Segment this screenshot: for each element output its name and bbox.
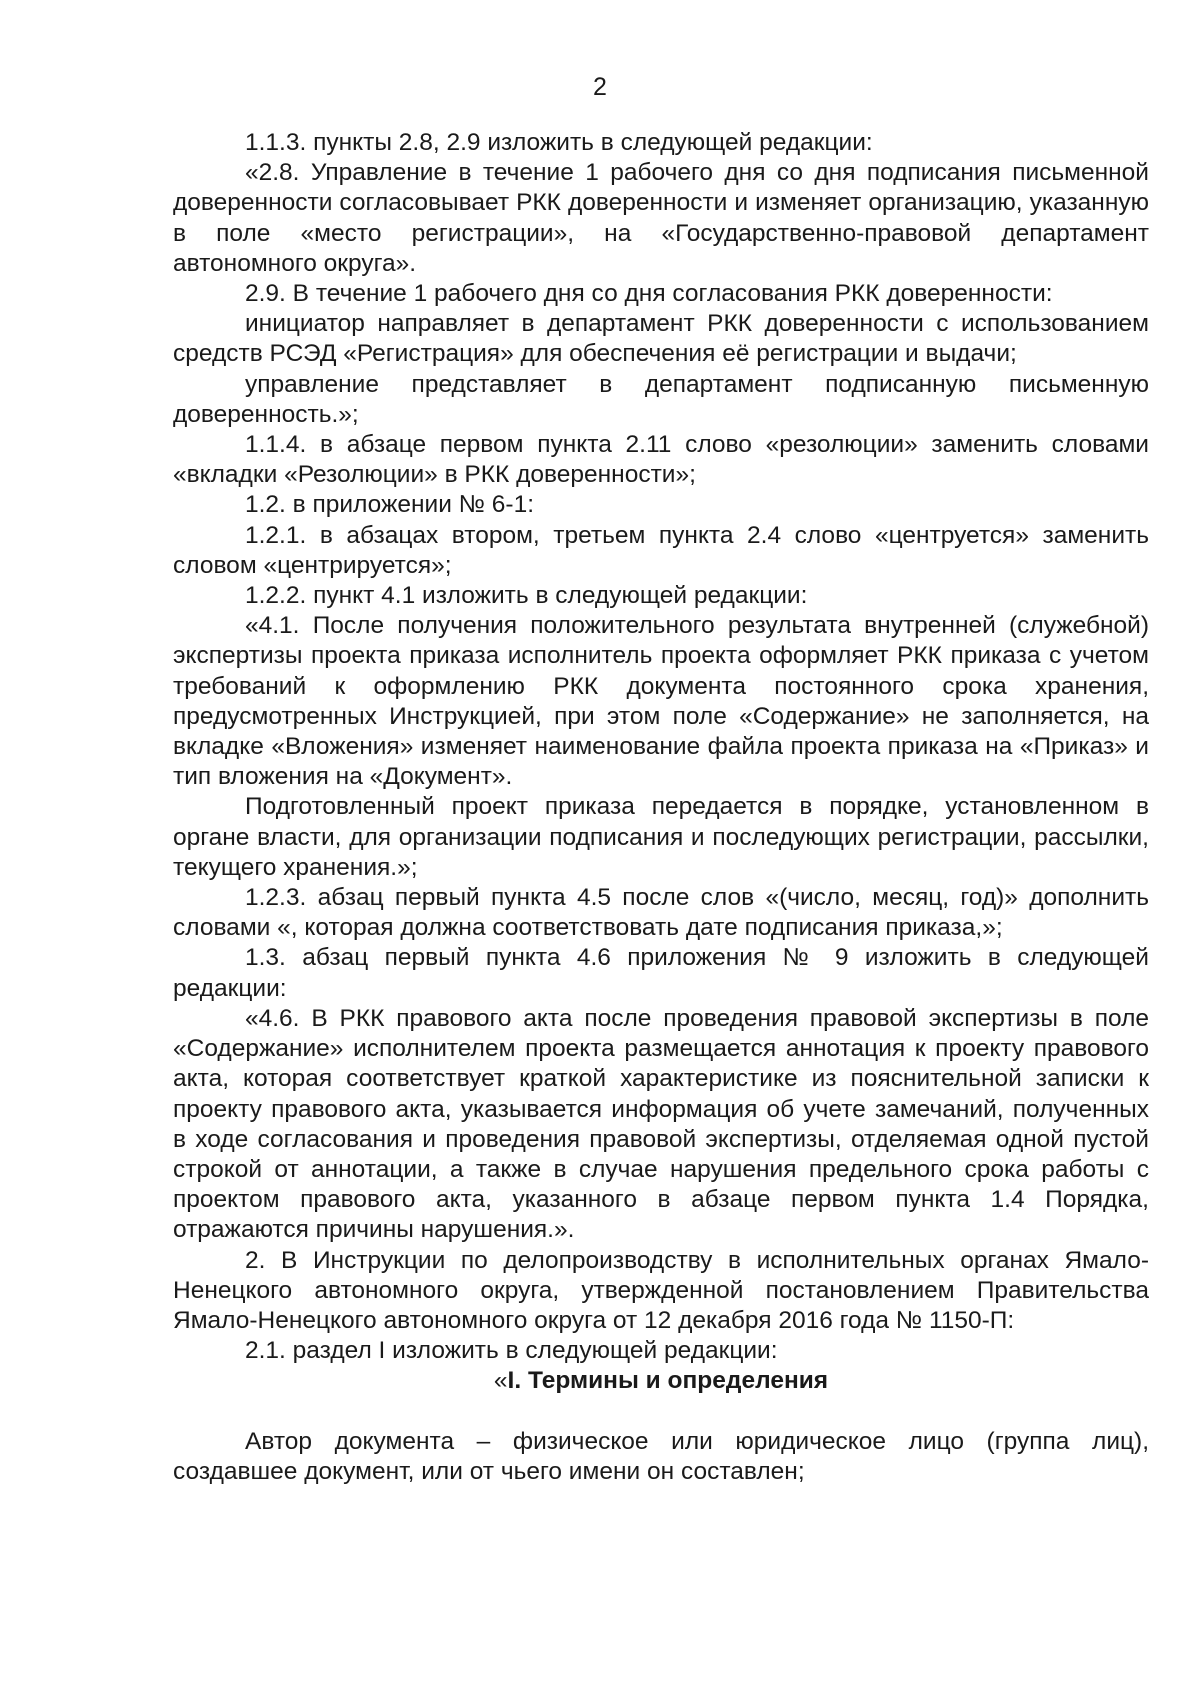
- paragraph: управление представляет в департамент подписанную письменную доверенность.»;: [173, 370, 1149, 428]
- paragraph: 1.2.1. в абзацах втором, третьем пункта 2.4 слово «центруется» заменить словом «центрируется»;: [173, 521, 1149, 579]
- paragraph: 2.9. В течение 1 рабочего дня со дня согласования РКК доверенности:: [245, 280, 1053, 308]
- paragraph: «2.8. Управление в течение 1 рабочего дня со дня подписания письменной доверенности согласовывает РКК доверенности и изменяет организацию, указанную в поле «место регистрации», на «Государственно-правовой департамент автономного округа».: [173, 159, 1149, 277]
- paragraph: 1.2.2. пункт 4.1 изложить в следующей редакции:: [245, 582, 808, 610]
- paragraph: Подготовленный проект приказа передается в порядке, установленном в органе власти, для организации подписания и последующих регистрации, рассылки, текущего хранения.»;: [173, 793, 1149, 881]
- paragraph: 2. В Инструкции по делопроизводству в исполнительных органах Ямало-Ненецкого автономного округа, утвержденной постановлением Правительства Ямало-Ненецкого автономного округа от 12 декабря 2016 года № 1150-П:: [173, 1246, 1149, 1334]
- section-heading-text: I. Термины и определения: [507, 1367, 829, 1395]
- paragraph: 1.3. абзац первый пункта 4.6 приложения № 9 изложить в следующей редакции:: [173, 944, 1149, 1002]
- document-body: [173, 128, 1149, 1487]
- paragraph: 1.2.3. абзац первый пункта 4.5 после слов «(число, месяц, год)» дополнить словами «, которая должна соответствовать дате подписания приказа,»;: [173, 884, 1149, 942]
- section-heading: [173, 1366, 1149, 1396]
- paragraph: «4.1. После получения положительного результата внутренней (служебной) экспертизы проекта приказа исполнитель проекта оформляет РКК приказа с учетом требований к оформлению РКК документа постоянного срока хранения, предусмотренных Инструкцией, при этом поле «Содержание» не заполняется, на вкладке «Вложения» изменяет наименование файла проекта приказа на «Приказ» и тип вложения на «Документ».: [173, 612, 1149, 791]
- paragraph: инициатор направляет в департамент РКК доверенности с использованием средств РСЭД «Регистрация» для обеспечения её регистрации и выдачи;: [173, 310, 1149, 368]
- paragraph: 2.1. раздел I изложить в следующей редакции:: [245, 1337, 778, 1365]
- paragraph: 1.2. в приложении № 6-1:: [245, 491, 535, 519]
- definition-paragraph: Автор документа – физическое или юридическое лицо (группа лиц), создавшее документ, или от чьего имени он составлен;: [173, 1427, 1149, 1485]
- page-number: 2: [593, 73, 607, 101]
- paragraph: 1.1.3. пункты 2.8, 2.9 изложить в следующей редакции:: [245, 129, 873, 156]
- paragraph: «4.6. В РКК правового акта после проведения правовой экспертизы в поле «Содержание» исполнителем проекта размещается аннотация к проекту правового акта, которая соответствует краткой характеристике из пояснительной записки к проекту правового акта, указывается информация об учете замечаний, полученных в ходе согласования и проведения правовой экспертизы, отделяемая одной пустой строкой от аннотации, а также в случае нарушения предельного срока работы с проектом правового акта, указанного в абзаце первом пункта 1.4 Порядка, отражаются причины нарушения.».: [173, 1004, 1149, 1244]
- paragraph: 1.1.4. в абзаце первом пункта 2.11 слово «резолюции» заменить словами «вкладки «Резолюции» в РКК доверенности»;: [173, 431, 1149, 489]
- section-heading-open-quote: «: [493, 1367, 508, 1395]
